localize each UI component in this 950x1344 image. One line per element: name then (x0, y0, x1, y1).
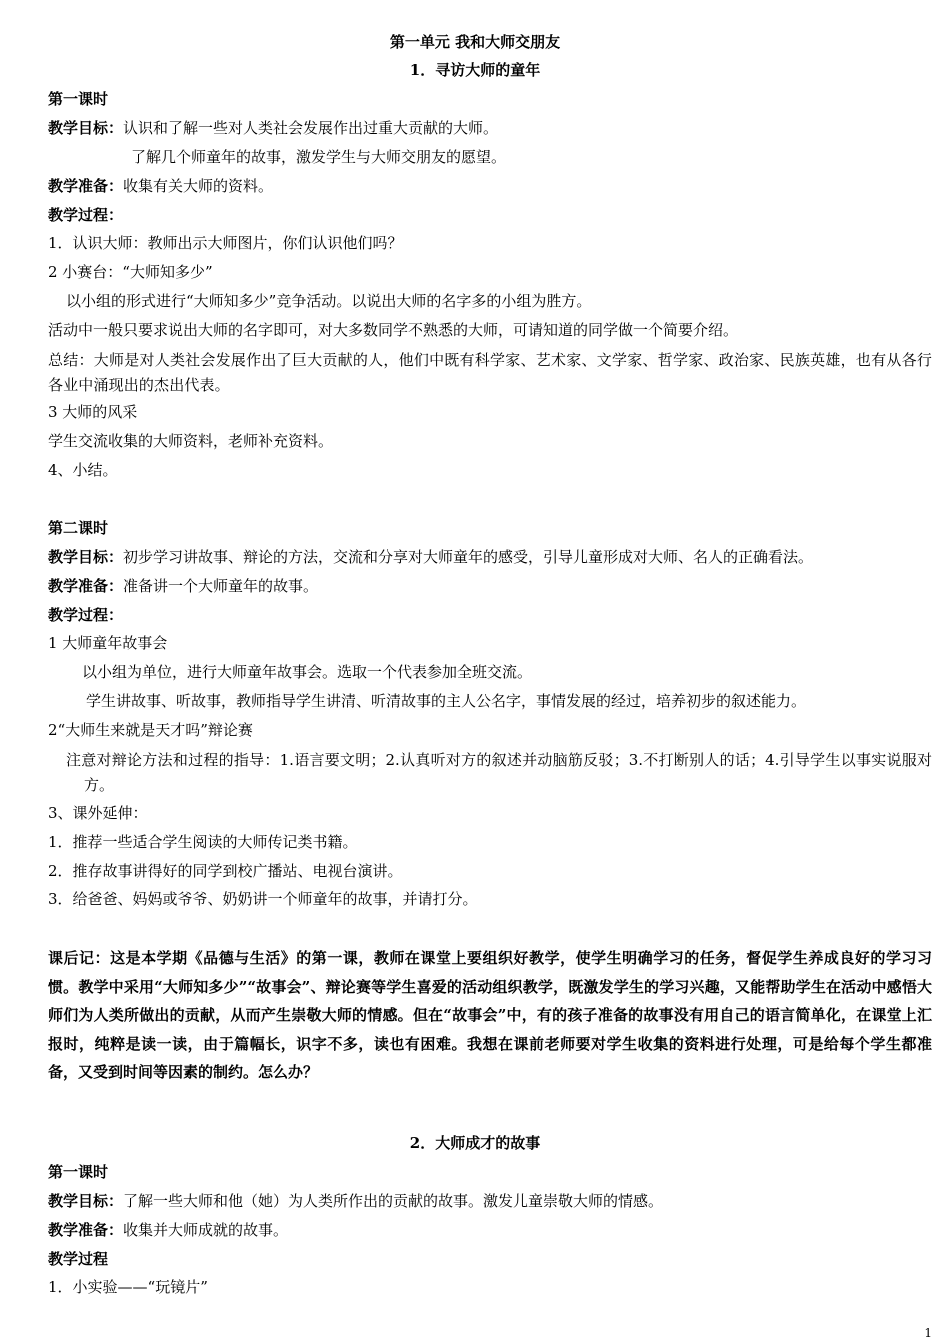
lesson2-period1-heading: 第一课时 (48, 1163, 109, 1181)
lesson1-period1-step: 1．认识大师：教师出示大师图片，你们认识他们吗？ (48, 234, 403, 252)
lesson1-period1-goal (48, 118, 498, 138)
lesson2-title: 2．大师成才的故事 (409, 1134, 541, 1152)
lesson1-period2-step: 2“大师生来就是天才吗”辩论赛 (48, 721, 253, 739)
lesson1-period1-step: 4、小结。 (48, 461, 118, 479)
lesson1-period2-heading: 第二课时 (48, 519, 109, 537)
lesson2-period1-prep (48, 1220, 288, 1240)
prep-text: 收集并大师成就的故事。 (123, 1221, 289, 1239)
lesson1-period2-process-label: 教学过程： (48, 606, 124, 624)
lesson1-period1-goal-2: 了解几个师童年的故事，激发学生与大师交朋友的愿望。 (131, 148, 507, 166)
goal-text: 认识和了解一些对人类社会发展作出过重大贡献的大师。 (123, 119, 499, 137)
lesson2-period1-step: 1．小实验——“玩镜片” (48, 1278, 208, 1296)
lesson1-period1-step: 2 小赛台：“大师知多少” (48, 263, 213, 281)
lesson1-period2-step: 1 大师童年故事会 (48, 634, 168, 652)
lesson1-period1-prep (48, 176, 273, 196)
lesson1-period2-step: 3．给爸爸、妈妈或爷爷、奶奶讲一个师童年的故事，并请打分。 (48, 890, 478, 908)
goal-label: 教学目标： (48, 548, 124, 566)
lesson1-afterword: 课后记：这是本学期《品德与生活》的第一课，教师在课堂上要组织好教学，使学生明确学习的任务，督促学生养成良好的学习习惯。教学中采用“大师知多少”“故事会”、辩论赛等学生喜爱的活动组织教学，既激发学生的学习兴趣，又能帮助学生在活动中感悟大师们为人类所做出的贡献，从而产生崇敬大师的情感。但在“故事会”中，有的孩子准备的故事没有用自己的语言简单化，在课堂上汇报时，纯粹是读一读，由于篇幅长，识字不多，读也有困难。我想在课前老师要对学生收集的资料进行处理，可是给每个学生都准备，又受到时间等因素的制约。怎么办？ (48, 949, 932, 1081)
lesson1-period2-goal (48, 547, 813, 567)
lesson1-period2-step: 以小组为单位，进行大师童年故事会。选取一个代表参加全班交流。 (82, 663, 533, 681)
lesson1-title: 1．寻访大师的童年 (409, 61, 541, 79)
lesson1-period2-debate-guide (66, 748, 932, 798)
goal-text: 了解一些大师和他（她）为人类所作出的贡献的故事。激发儿童崇敬大师的情感。 (123, 1192, 664, 1210)
lesson1-period2-prep (48, 576, 318, 596)
debate-guide-text: 注意对辩论方法和过程的指导：1.语言要文明；2.认真听对方的叙述并动脑筋反驳；3.不打断别人的话；4.引导学生以事实说服对方。 (66, 751, 932, 794)
lesson1-period2-step: 2．推存故事讲得好的同学到校广播站、电视台演讲。 (48, 862, 403, 880)
lesson1-period2-step: 学生讲故事、听故事，教师指导学生讲清、听清故事的主人公名字，事情发展的经过，培养初步的叙述能力。 (86, 692, 807, 710)
prep-text: 收集有关大师的资料。 (123, 177, 274, 195)
goal-text: 初步学习讲故事、辩论的方法，交流和分享对大师童年的感受，引导儿童形成对大师、名人的正确看法。 (123, 548, 814, 566)
lesson1-period1-step: 3 大师的风采 (48, 403, 138, 421)
lesson2-period1-goal (48, 1191, 663, 1211)
lesson1-period2-step: 1．推荐一些适合学生阅读的大师传记类书籍。 (48, 833, 358, 851)
goal-label: 教学目标： (48, 1192, 124, 1210)
lesson2-period1-process-label: 教学过程 (48, 1250, 109, 1268)
page-number: 1 (924, 1326, 932, 1340)
prep-text: 准备讲一个大师童年的故事。 (123, 577, 319, 595)
prep-label: 教学准备： (48, 177, 124, 195)
lesson1-period2-step: 3、课外延伸： (48, 804, 148, 822)
lesson1-period1-step: 以小组的形式进行“大师知多少”竞争活动。以说出大师的名字多的小组为胜方。 (66, 292, 592, 310)
goal-label: 教学目标： (48, 119, 124, 137)
lesson1-period1-heading: 第一课时 (48, 90, 109, 108)
lesson1-period1-process-label: 教学过程： (48, 206, 124, 224)
lesson1-period1-step: 学生交流收集的大师资料，老师补充资料。 (48, 432, 334, 450)
prep-label: 教学准备： (48, 1221, 124, 1239)
prep-label: 教学准备： (48, 577, 124, 595)
unit-title: 第一单元 我和大师交朋友 (389, 33, 561, 51)
lesson1-period1-summary: 总结：大师是对人类社会发展作出了巨大贡献的人，他们中既有科学家、艺术家、文学家、哲学家、政治家、民族英雄，也有从各行各业中涌现出的杰出代表。 (48, 351, 932, 394)
lesson1-period1-step: 活动中一般只要求说出大师的名字即可，对大多数同学不熟悉的大师，可请知道的同学做一个简要介绍。 (48, 321, 739, 339)
